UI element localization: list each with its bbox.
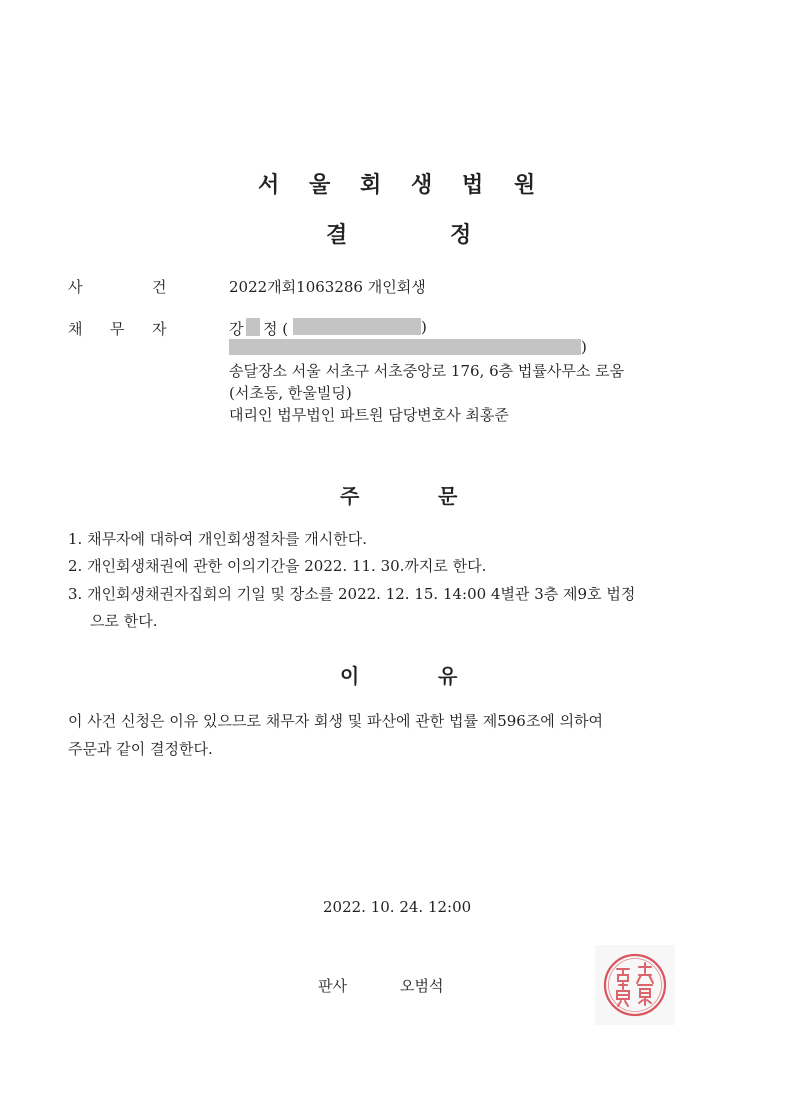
order-head-char: 문 xyxy=(438,484,458,508)
paren-close: ) xyxy=(581,338,587,356)
reason-line-1: 이 사건 신청은 이유 있으므로 채무자 회생 및 파산에 관한 법률 제596조에 의하여 xyxy=(68,712,604,730)
debtor-label-char: 채 xyxy=(68,320,83,338)
address-line-2: (서초동, 한울빌딩) xyxy=(229,384,352,402)
redaction-block xyxy=(229,339,581,355)
debtor-name-last: 정 ( xyxy=(263,320,289,338)
debtor-label-char: 무 xyxy=(110,320,125,338)
court-name-char: 원 xyxy=(514,173,536,198)
doc-title-char-2: 정 xyxy=(450,223,472,248)
case-number: 2022개회1063286 개인회생 xyxy=(229,278,426,296)
court-name-char: 법 xyxy=(462,173,484,198)
redaction-block xyxy=(293,318,421,335)
court-name-char: 서 xyxy=(258,173,280,198)
case-label-char: 건 xyxy=(152,278,167,296)
order-item-1: 1. 채무자에 대하여 개인회생절차를 개시한다. xyxy=(68,530,367,548)
paren-close: ) xyxy=(421,318,427,336)
attorney-line: 대리인 법무법인 파트원 담당변호사 최홍준 xyxy=(229,406,509,424)
decision-date: 2022. 10. 24. 12:00 xyxy=(323,898,472,916)
redaction-block xyxy=(246,318,260,336)
case-label-char: 사 xyxy=(68,278,83,296)
order-item-3: 3. 개인회생채권자집회의 기일 및 장소를 2022. 12. 15. 14:00 4별관 3층 제9호 법정 xyxy=(68,585,636,603)
court-name-char: 회 xyxy=(360,173,382,198)
doc-title-char-1: 결 xyxy=(326,223,348,248)
reason-head-char: 유 xyxy=(438,664,458,688)
order-head-char: 주 xyxy=(340,484,360,508)
order-item-3-cont: 으로 한다. xyxy=(90,612,158,630)
debtor-label-char: 자 xyxy=(152,320,167,338)
court-name-char: 생 xyxy=(411,173,433,198)
address-line-1: 송달장소 서울 서초구 서초중앙로 176, 6층 법률사무소 로움 xyxy=(229,362,625,380)
judge-name: 오범석 xyxy=(400,977,444,995)
order-item-2: 2. 개인회생채권에 관한 이의기간을 2022. 11. 30.까지로 한다. xyxy=(68,557,487,575)
reason-line-2: 주문과 같이 결정한다. xyxy=(68,740,213,758)
judge-seal-stamp xyxy=(595,945,675,1025)
reason-head-char: 이 xyxy=(340,664,360,688)
judge-title: 판사 xyxy=(318,977,347,995)
debtor-name-first: 강 xyxy=(229,320,244,338)
court-name-char: 울 xyxy=(309,173,331,198)
